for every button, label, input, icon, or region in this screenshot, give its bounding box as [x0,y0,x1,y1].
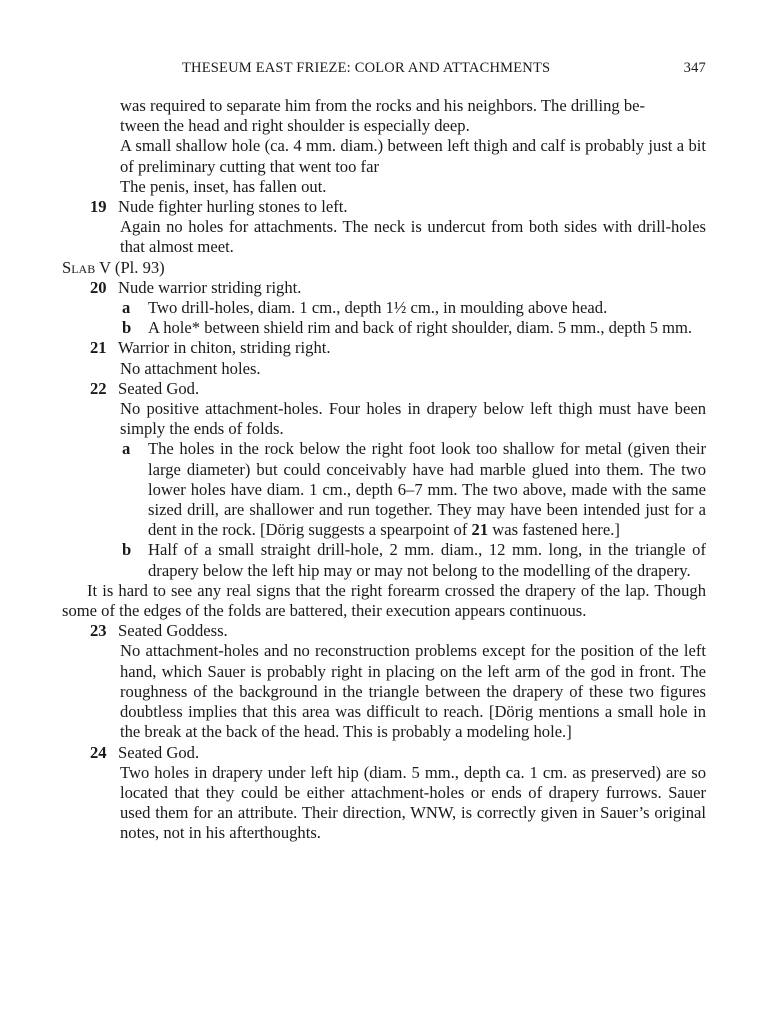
entry-number: 24 [90,742,107,762]
body-text [62,96,706,844]
entry-title: Nude warrior striding right. [118,277,302,297]
sub-text-before: The holes in the rock below the right foot look too shallow for metal (given their large diameter) but could conceivably have had marble glued into them. The two lower holes have diam. 1 cm., depth 6–7 mm. The two above, made with the same sized drill, are shallower and run together. They may have been intended just for a dent in the rock. [Dörig suggests a spearpoint of [148,439,706,540]
continuation-line-1: was required to separate him from the rocks and his neighbors. The drilling be- [120,96,646,115]
slab-plate: V (Pl. 93) [95,257,165,277]
sub-text: Two drill-holes, diam. 1 cm., depth 1½ cm., in moulding above head. [148,298,608,318]
continuation-paragraph-2: A small shallow hole (ca. 4 mm. diam.) between left thigh and calf is probably just a bit of preliminary cutting that went too far [120,136,706,176]
entry-title: Seated God. [118,742,200,762]
entry-22-text: No positive attachment-holes. Four holes in drapery below left thigh must have been simply the ends of folds. [120,399,706,439]
continuation-paragraph-3: The penis, inset, has fallen out. [120,176,327,196]
forearm-paragraph: It is hard to see any real signs that the right forearm crossed the drapery of the lap. Though some of the edges of the folds are battered, their execution appears continuous. [62,580,706,621]
entry-20-sub-a [62,298,706,318]
sub-text-after: was fastened here.] [488,520,620,540]
running-title: THESEUM EAST FRIEZE: COLOR AND ATTACHMENTS [182,60,551,76]
entry-reference: 21 [471,520,489,540]
sub-label: b [122,318,132,338]
entry-20-sub-b [62,318,706,338]
entry-22-sub-a [62,439,706,540]
entry-number: 23 [90,621,107,641]
entry-number: 22 [90,378,107,398]
entry-title: Seated God. [118,378,200,398]
entry-21-text: No attachment holes. [120,358,261,378]
entry-title: Warrior in chiton, striding right. [118,338,331,358]
continuation-paragraph [62,96,706,136]
sub-text: A hole* between shield rim and back of right shoulder, diam. 5 mm., depth 5 mm. [148,318,693,338]
entry-22-sub-b [62,540,706,580]
page-header [120,60,706,80]
sub-label: a [122,298,131,318]
entry-number: 21 [90,338,107,358]
entry-23-text: No attachment-holes and no reconstruction problems except for the position of the left hand, which Sauer is probably right in placing on the left arm of the god in front. The roughness of the background in the triangle between the drapery of these two figures doubtless implies that this area was difficult to reach. [Dörig mentions a small hole in the break at the back of the head. This is probably a modeling hole.] [120,641,706,742]
sub-label: a [122,439,131,459]
entry-19-text: Again no holes for attachments. The neck is undercut from both sides with drill-holes that almost meet. [120,217,706,257]
entry-21-heading [62,338,706,358]
entry-title: Nude fighter hurling stones to left. [118,197,348,217]
entry-title: Seated Goddess. [118,621,228,641]
page-number: 347 [683,60,706,76]
sub-text: Half of a small straight drill-hole, 2 mm. diam., 12 mm. long, in the triangle of drapery below the left hip may or may not belong to the modelling of the drapery. [148,540,706,580]
entry-number: 20 [90,277,107,297]
entry-19-heading [62,197,706,217]
entry-20-heading [62,278,706,298]
entry-23-heading [62,621,706,641]
slab-label: Slab [62,257,96,277]
slab-heading [62,258,706,278]
continuation-line-2: tween the head and right shoulder is especially deep. [120,116,470,136]
entry-24-heading [62,743,706,763]
entry-24-text: Two holes in drapery under left hip (diam. 5 mm., depth ca. 1 cm. as preserved) are so located that they could be either attachment-holes or ends of drapery furrows. Sauer used them for an attribute. Their direction, WNW, is correctly given in Sauer’s original notes, not in his afterthoughts. [120,762,706,843]
entry-number: 19 [90,197,107,217]
sub-label: b [122,540,132,560]
entry-22-heading [62,379,706,399]
